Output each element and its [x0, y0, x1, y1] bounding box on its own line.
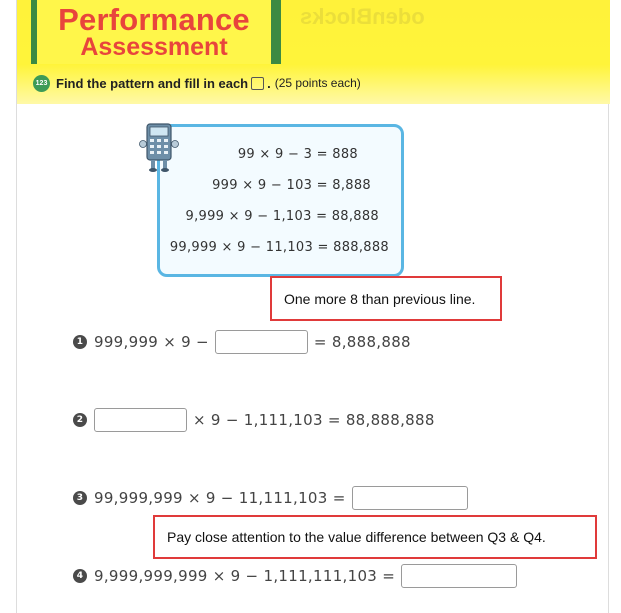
problem-2-right: × 9 − 1,111,103 = 88,888,888: [193, 411, 435, 429]
problem-1-right: = 8,888,888: [313, 333, 411, 351]
answer-box-3[interactable]: [352, 486, 468, 510]
hint-callout-2: [153, 515, 597, 559]
instruction: [33, 73, 361, 93]
title-box: [31, 0, 281, 64]
question-number-4: 4: [73, 569, 87, 583]
problem-number-badge: 123: [33, 75, 50, 92]
hint-callout-1: [270, 276, 502, 321]
problem-3-left: 99,999,999 × 9 − 11,111,103 =: [94, 489, 346, 507]
worksheet-page: [16, 0, 609, 613]
header-watermark: odenBlocks: [300, 4, 425, 29]
hint-text-1: One more 8 than previous line.: [284, 290, 476, 307]
answer-box-2[interactable]: [94, 408, 187, 432]
question-number-1: 1: [73, 335, 87, 349]
header-band: [17, 0, 610, 104]
example-line-1: 99 × 9 − 3 = 888: [237, 147, 358, 162]
points-note: (25 points each): [274, 76, 361, 90]
instruction-period: .: [267, 75, 271, 91]
problem-4-left: 9,999,999,999 × 9 − 1,111,111,103 =: [94, 567, 396, 585]
blank-box-icon: [251, 77, 264, 90]
question-number-3: 3: [73, 491, 87, 505]
problem-2: [73, 408, 435, 432]
title-performance: Performance: [58, 2, 250, 37]
answer-box-4[interactable]: [401, 564, 517, 588]
problem-1: [73, 330, 411, 354]
answer-box-1[interactable]: [215, 330, 308, 354]
example-line-4: 99,999 × 9 − 11,103 = 888,888: [169, 240, 389, 255]
question-number-2: 2: [73, 413, 87, 427]
calculator-robot-icon: [138, 122, 180, 174]
title-assessment: Assessment: [80, 33, 228, 61]
hint-text-2: Pay close attention to the value difference between Q3 & Q4.: [167, 529, 546, 545]
problem-3: [73, 486, 468, 510]
instruction-text: Find the pattern and fill in each: [56, 75, 249, 91]
problem-1-left: 999,999 × 9 −: [94, 333, 209, 351]
example-pattern-box: [157, 124, 404, 277]
example-line-2: 999 × 9 − 103 = 8,888: [212, 178, 371, 193]
example-line-3: 9,999 × 9 − 1,103 = 88,888: [185, 209, 379, 224]
problem-4: [73, 564, 517, 588]
